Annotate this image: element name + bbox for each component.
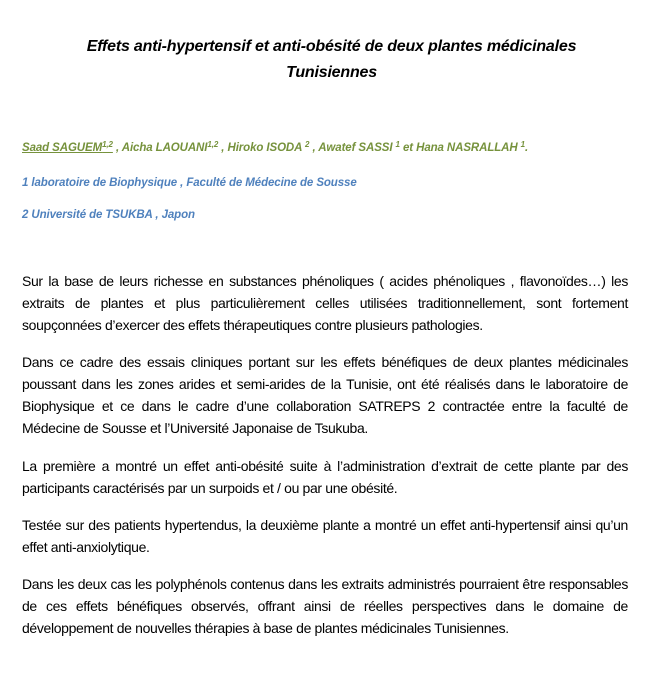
author-name: Awatef SASSI: [318, 142, 396, 154]
author-name-text: Saad SAGUEM: [22, 142, 103, 154]
author-affiliation-sup: 1: [520, 140, 526, 149]
title-line-1: Effets anti-hypertensif et anti-obésité de deux plantes médicinales: [86, 38, 577, 55]
author-affiliation-sup: 2: [305, 140, 310, 149]
paragraph-second-plant: Testée sur des patients hypertendus, la deuxième plante a montré un effet anti-hypertensif ainsi qu’un effet anti-anxiolytique.: [22, 517, 628, 555]
affiliation-2: 2 Université de TSUKBA , Japon: [22, 209, 195, 221]
paragraph-first-plant: La première a montré un effet anti-obésité suite à l’administration d’extrait de cette plante par des participants caractérisés par un surpoids et / ou par une obésité.: [22, 458, 628, 496]
document-title: [0, 34, 663, 86]
author-name: [22, 142, 113, 154]
author-list: [22, 142, 528, 154]
author-separator: ,: [309, 142, 319, 154]
author-separator: ,: [218, 142, 228, 154]
author-separator: ,: [112, 142, 122, 154]
author-affiliation-sup: 1: [395, 140, 400, 149]
paragraph-trials: Dans ce cadre des essais cliniques portant sur les effets bénéfiques de deux plantes médicinales poussant dans les zones arides et semi-arides de la Tunisie, ont été réalisés dans le laboratoire de Biophysique et ce dans le cadre d’une collaboration SATREPS 2 contractée entre la faculté de Médecine de Sousse et l’Université Japonaise de Tsukuba.: [22, 354, 628, 436]
author-separator: et: [399, 142, 417, 154]
affiliation-1: 1 laboratoire de Biophysique , Faculté de Médecine de Sousse: [22, 177, 357, 189]
author-separator: .: [525, 142, 529, 154]
paragraph-conclusion: Dans les deux cas les polyphénols contenus dans les extraits administrés pourraient être responsables de ces effets bénéfiques observés, offrant ainsi de réelles perspectives dans le domaine de développement de nouvelles thérapies à base de plantes médicinales Tunisiennes.: [22, 576, 628, 636]
author-name: Hiroko ISODA: [227, 142, 305, 154]
paragraph-intro: Sur la base de leurs richesse en substances phénoliques ( acides phénoliques , flavonoïdes…) les extraits de plantes et plus particulièrement celles utilisées traditionnellement, sont fortement soupçonnées d’exercer des effets thérapeutiques contre plusieurs pathologies.: [22, 273, 628, 333]
title-line-2: Tunisiennes: [286, 64, 377, 81]
author-affiliation-sup: 1,2: [207, 140, 219, 149]
author-name: Aicha LAOUANI: [121, 142, 208, 154]
author-name: Hana NASRALLAH: [416, 142, 521, 154]
author-affiliation-sup: 1,2: [102, 140, 113, 149]
